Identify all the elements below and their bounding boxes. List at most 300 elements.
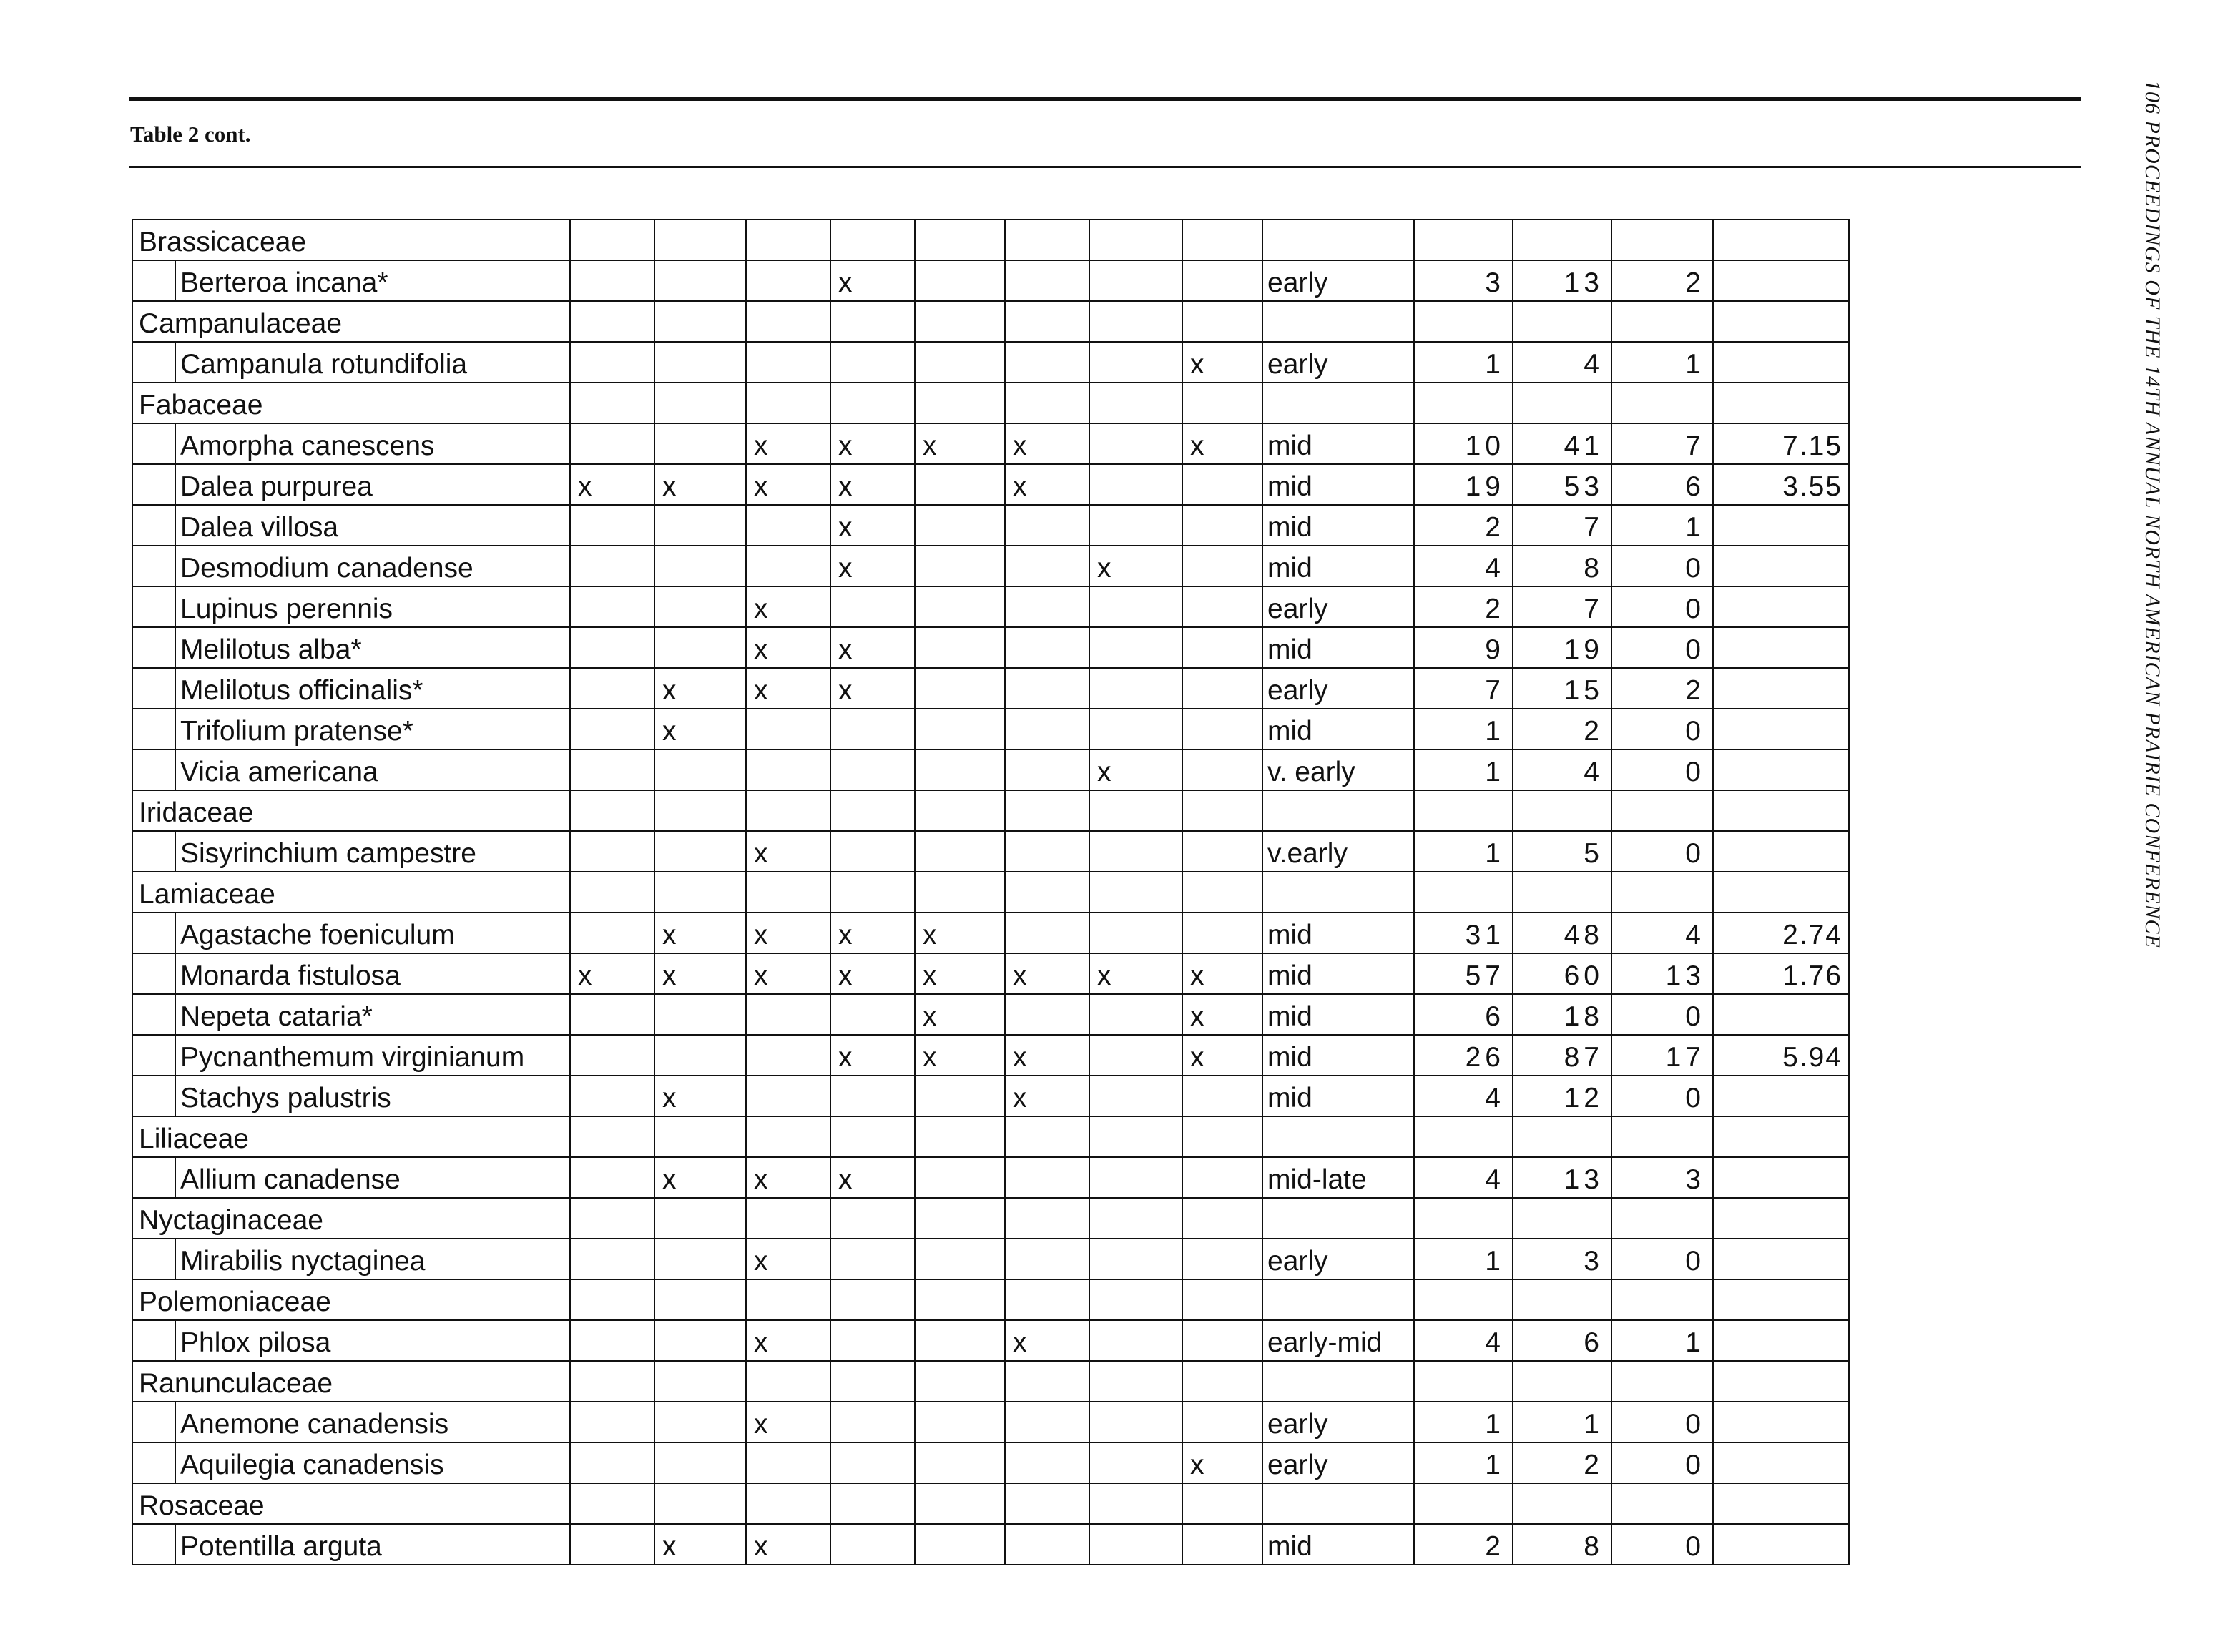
mark-cell — [830, 1483, 915, 1524]
timing-cell: early — [1262, 668, 1414, 709]
count-cell — [1414, 790, 1513, 831]
mark-cell — [1005, 627, 1089, 668]
mark-cell — [570, 1035, 654, 1076]
species-name: Dalea purpurea — [175, 464, 570, 505]
species-row — [132, 505, 1849, 546]
indent-cell — [132, 1076, 175, 1116]
mark-cell: x — [1182, 953, 1262, 994]
count-cell: 9 — [1414, 627, 1513, 668]
mark-cell: x — [746, 1239, 830, 1279]
mark-cell — [915, 1157, 1005, 1198]
indent-cell — [132, 831, 175, 872]
mark-cell — [1005, 1483, 1089, 1524]
mark-cell — [746, 1076, 830, 1116]
ratio-cell — [1713, 301, 1849, 342]
mark-cell — [1182, 1157, 1262, 1198]
mark-cell — [1005, 831, 1089, 872]
timing-cell: early — [1262, 342, 1414, 383]
mark-cell — [915, 872, 1005, 913]
ratio-cell — [1713, 790, 1849, 831]
ratio-cell — [1713, 1524, 1849, 1565]
count-cell — [1611, 383, 1713, 423]
indent-cell — [132, 464, 175, 505]
mark-cell — [915, 505, 1005, 546]
mark-cell — [654, 994, 746, 1035]
mark-cell — [915, 1320, 1005, 1361]
count-cell: 0 — [1611, 709, 1713, 749]
mark-cell — [1005, 1239, 1089, 1279]
timing-cell: early — [1262, 586, 1414, 627]
mark-cell — [1005, 342, 1089, 383]
species-name: Dalea villosa — [175, 505, 570, 546]
family-name: Ranunculaceae — [132, 1361, 570, 1402]
species-name: Sisyrinchium campestre — [175, 831, 570, 872]
mark-cell: x — [1005, 464, 1089, 505]
timing-cell: mid — [1262, 953, 1414, 994]
family-row — [132, 872, 1849, 913]
mark-cell — [830, 1524, 915, 1565]
count-cell: 2 — [1611, 260, 1713, 301]
species-name: Campanula rotundifolia — [175, 342, 570, 383]
mark-cell — [654, 790, 746, 831]
mark-cell — [915, 220, 1005, 260]
mark-cell: x — [1089, 546, 1182, 586]
count-cell: 87 — [1513, 1035, 1611, 1076]
mark-cell: x — [830, 953, 915, 994]
count-cell: 2 — [1414, 1524, 1513, 1565]
family-row — [132, 790, 1849, 831]
count-cell: 10 — [1414, 423, 1513, 464]
indent-cell — [132, 586, 175, 627]
mark-cell: x — [746, 953, 830, 994]
family-name: Liliaceae — [132, 1116, 570, 1157]
mark-cell: x — [915, 1035, 1005, 1076]
mark-cell — [1182, 1361, 1262, 1402]
mark-cell — [654, 749, 746, 790]
mark-cell — [1005, 505, 1089, 546]
mark-cell — [570, 872, 654, 913]
mark-cell — [1089, 423, 1182, 464]
mark-cell — [746, 1035, 830, 1076]
species-name: Anemone canadensis — [175, 1402, 570, 1442]
mark-cell — [1089, 342, 1182, 383]
mark-cell — [1182, 1320, 1262, 1361]
count-cell — [1414, 220, 1513, 260]
mark-cell — [1089, 1116, 1182, 1157]
ratio-cell — [1713, 627, 1849, 668]
mark-cell: x — [1005, 1320, 1089, 1361]
mark-cell: x — [830, 913, 915, 953]
mark-cell: x — [746, 1320, 830, 1361]
species-row — [132, 668, 1849, 709]
ratio-cell — [1713, 994, 1849, 1035]
mark-cell: x — [915, 953, 1005, 994]
mark-cell: x — [654, 1524, 746, 1565]
mark-cell — [1089, 1279, 1182, 1320]
mark-cell — [654, 1035, 746, 1076]
family-name: Brassicaceae — [132, 220, 570, 260]
timing-cell — [1262, 383, 1414, 423]
count-cell: 4 — [1611, 913, 1713, 953]
species-row — [132, 1524, 1849, 1565]
mark-cell — [1089, 1483, 1182, 1524]
mark-cell — [1182, 1076, 1262, 1116]
mark-cell: x — [654, 709, 746, 749]
mark-cell: x — [654, 1076, 746, 1116]
indent-cell — [132, 994, 175, 1035]
species-name: Amorpha canescens — [175, 423, 570, 464]
mark-cell — [654, 831, 746, 872]
mark-cell — [570, 1279, 654, 1320]
ratio-cell — [1713, 1402, 1849, 1442]
indent-cell — [132, 342, 175, 383]
ratio-cell — [1713, 546, 1849, 586]
ratio-cell: 7.15 — [1713, 423, 1849, 464]
ratio-cell — [1713, 1116, 1849, 1157]
ratio-cell — [1713, 1483, 1849, 1524]
mark-cell — [830, 1239, 915, 1279]
mark-cell: x — [1005, 953, 1089, 994]
family-row — [132, 220, 1849, 260]
ratio-cell — [1713, 668, 1849, 709]
count-cell: 26 — [1414, 1035, 1513, 1076]
count-cell: 13 — [1611, 953, 1713, 994]
mark-cell — [654, 505, 746, 546]
count-cell: 1 — [1414, 831, 1513, 872]
mark-cell: x — [830, 546, 915, 586]
species-row — [132, 749, 1849, 790]
mark-cell — [746, 1361, 830, 1402]
count-cell: 2 — [1513, 1442, 1611, 1483]
mark-cell — [1089, 1076, 1182, 1116]
species-name: Desmodium canadense — [175, 546, 570, 586]
mark-cell — [570, 1524, 654, 1565]
count-cell: 8 — [1513, 1524, 1611, 1565]
count-cell — [1513, 383, 1611, 423]
species-row — [132, 546, 1849, 586]
mark-cell — [570, 1361, 654, 1402]
mark-cell — [1089, 1157, 1182, 1198]
mark-cell — [746, 301, 830, 342]
count-cell: 7 — [1513, 586, 1611, 627]
timing-cell — [1262, 301, 1414, 342]
count-cell: 3 — [1513, 1239, 1611, 1279]
mark-cell — [1182, 260, 1262, 301]
mark-cell: x — [654, 913, 746, 953]
timing-cell: mid — [1262, 1524, 1414, 1565]
count-cell — [1414, 1361, 1513, 1402]
count-cell: 1 — [1414, 749, 1513, 790]
mark-cell: x — [915, 913, 1005, 953]
mark-cell — [1182, 627, 1262, 668]
count-cell — [1513, 1198, 1611, 1239]
species-table — [132, 219, 1850, 1565]
mark-cell — [915, 383, 1005, 423]
count-cell: 6 — [1513, 1320, 1611, 1361]
species-row — [132, 953, 1849, 994]
species-name: Vicia americana — [175, 749, 570, 790]
mark-cell — [1182, 1279, 1262, 1320]
mark-cell — [915, 546, 1005, 586]
timing-cell: v.early — [1262, 831, 1414, 872]
ratio-cell: 1.76 — [1713, 953, 1849, 994]
mark-cell — [570, 383, 654, 423]
count-cell: 1 — [1611, 505, 1713, 546]
ratio-cell — [1713, 1279, 1849, 1320]
mark-cell — [746, 1442, 830, 1483]
mark-cell — [915, 1442, 1005, 1483]
count-cell — [1414, 301, 1513, 342]
mark-cell: x — [654, 668, 746, 709]
indent-cell — [132, 709, 175, 749]
indent-cell — [132, 749, 175, 790]
mark-cell: x — [830, 505, 915, 546]
mark-cell — [1182, 586, 1262, 627]
species-name: Mirabilis nyctaginea — [175, 1239, 570, 1279]
mark-cell — [654, 220, 746, 260]
mark-cell — [746, 994, 830, 1035]
mark-cell — [570, 301, 654, 342]
ratio-cell — [1713, 872, 1849, 913]
mark-cell: x — [830, 423, 915, 464]
timing-cell — [1262, 1198, 1414, 1239]
mark-cell — [570, 1320, 654, 1361]
mark-cell — [570, 668, 654, 709]
mark-cell — [1182, 790, 1262, 831]
count-cell: 4 — [1513, 342, 1611, 383]
mark-cell — [1182, 1524, 1262, 1565]
mark-cell — [654, 1198, 746, 1239]
mark-cell — [1182, 1483, 1262, 1524]
mark-cell — [915, 1402, 1005, 1442]
mark-cell: x — [915, 423, 1005, 464]
species-name: Aquilegia canadensis — [175, 1442, 570, 1483]
mark-cell — [1089, 1402, 1182, 1442]
count-cell: 3 — [1414, 260, 1513, 301]
mark-cell — [1089, 627, 1182, 668]
mark-cell — [830, 790, 915, 831]
mark-cell — [1005, 994, 1089, 1035]
ratio-cell — [1713, 1442, 1849, 1483]
count-cell: 0 — [1611, 1402, 1713, 1442]
family-row — [132, 1198, 1849, 1239]
count-cell: 60 — [1513, 953, 1611, 994]
mark-cell — [746, 790, 830, 831]
mark-cell: x — [1005, 1035, 1089, 1076]
mark-cell — [746, 505, 830, 546]
mark-cell — [654, 546, 746, 586]
mark-cell — [1089, 260, 1182, 301]
mark-cell — [1182, 1116, 1262, 1157]
mark-cell — [1089, 872, 1182, 913]
count-cell — [1611, 301, 1713, 342]
mark-cell — [1182, 464, 1262, 505]
species-row — [132, 1239, 1849, 1279]
mark-cell — [915, 1483, 1005, 1524]
count-cell — [1414, 1483, 1513, 1524]
count-cell — [1611, 1361, 1713, 1402]
species-row — [132, 1320, 1849, 1361]
mark-cell — [1182, 872, 1262, 913]
count-cell: 0 — [1611, 1239, 1713, 1279]
mark-cell — [915, 1279, 1005, 1320]
indent-cell — [132, 668, 175, 709]
mark-cell — [654, 383, 746, 423]
mark-cell: x — [1182, 1035, 1262, 1076]
mark-cell — [1005, 1198, 1089, 1239]
mark-cell — [830, 1320, 915, 1361]
mark-cell — [830, 1361, 915, 1402]
species-name: Stachys palustris — [175, 1076, 570, 1116]
mark-cell — [830, 1442, 915, 1483]
mark-cell — [1089, 464, 1182, 505]
mark-cell — [570, 586, 654, 627]
count-cell: 1 — [1611, 342, 1713, 383]
mark-cell: x — [746, 668, 830, 709]
mark-cell — [1182, 709, 1262, 749]
mark-cell — [915, 627, 1005, 668]
mark-cell — [915, 1361, 1005, 1402]
family-name: Lamiaceae — [132, 872, 570, 913]
count-cell — [1513, 872, 1611, 913]
mark-cell — [1089, 668, 1182, 709]
count-cell: 0 — [1611, 1442, 1713, 1483]
species-name: Berteroa incana* — [175, 260, 570, 301]
count-cell: 15 — [1513, 668, 1611, 709]
mark-cell: x — [1005, 1076, 1089, 1116]
indent-cell — [132, 627, 175, 668]
mark-cell: x — [570, 953, 654, 994]
mark-cell — [570, 260, 654, 301]
mark-cell — [1089, 505, 1182, 546]
mark-cell — [654, 1442, 746, 1483]
count-cell — [1414, 872, 1513, 913]
timing-cell — [1262, 1116, 1414, 1157]
mark-cell — [1182, 831, 1262, 872]
count-cell: 13 — [1513, 260, 1611, 301]
mark-cell — [570, 220, 654, 260]
mark-cell: x — [746, 1157, 830, 1198]
mark-cell — [570, 1239, 654, 1279]
mark-cell — [1182, 546, 1262, 586]
indent-cell — [132, 953, 175, 994]
count-cell: 5 — [1513, 831, 1611, 872]
count-cell: 1 — [1414, 342, 1513, 383]
mark-cell — [746, 1279, 830, 1320]
mark-cell — [1089, 831, 1182, 872]
mark-cell: x — [654, 464, 746, 505]
mark-cell — [1005, 913, 1089, 953]
mark-cell — [1005, 709, 1089, 749]
mark-cell — [654, 260, 746, 301]
mark-cell — [654, 872, 746, 913]
mark-cell — [1005, 383, 1089, 423]
mark-cell — [1005, 749, 1089, 790]
timing-cell: v. early — [1262, 749, 1414, 790]
timing-cell: mid — [1262, 423, 1414, 464]
mark-cell — [1182, 505, 1262, 546]
ratio-cell — [1713, 505, 1849, 546]
mark-cell: x — [746, 586, 830, 627]
species-name: Nepeta cataria* — [175, 994, 570, 1035]
mark-cell: x — [746, 423, 830, 464]
mark-cell — [915, 831, 1005, 872]
indent-cell — [132, 546, 175, 586]
count-cell: 4 — [1513, 749, 1611, 790]
mark-cell — [1005, 546, 1089, 586]
mark-cell — [746, 1116, 830, 1157]
count-cell — [1611, 220, 1713, 260]
family-row — [132, 301, 1849, 342]
mark-cell: x — [1182, 342, 1262, 383]
count-cell: 2 — [1611, 668, 1713, 709]
timing-cell: mid — [1262, 546, 1414, 586]
family-name: Nyctaginaceae — [132, 1198, 570, 1239]
count-cell: 7 — [1513, 505, 1611, 546]
timing-cell: early — [1262, 1442, 1414, 1483]
count-cell — [1513, 220, 1611, 260]
ratio-cell — [1713, 749, 1849, 790]
mark-cell — [830, 586, 915, 627]
mark-cell — [915, 1239, 1005, 1279]
mark-cell — [915, 1198, 1005, 1239]
timing-cell: mid — [1262, 464, 1414, 505]
mark-cell — [1182, 749, 1262, 790]
count-cell: 6 — [1414, 994, 1513, 1035]
mark-cell — [1005, 301, 1089, 342]
count-cell — [1414, 383, 1513, 423]
ratio-cell: 3.55 — [1713, 464, 1849, 505]
family-row — [132, 1361, 1849, 1402]
mark-cell — [570, 1442, 654, 1483]
species-row — [132, 1035, 1849, 1076]
count-cell: 1 — [1414, 1442, 1513, 1483]
mark-cell — [830, 709, 915, 749]
species-name: Agastache foeniculum — [175, 913, 570, 953]
count-cell: 0 — [1611, 546, 1713, 586]
species-name: Melilotus officinalis* — [175, 668, 570, 709]
running-head: 106 PROCEEDINGS OF THE 14TH ANNUAL NORTH AMERICAN PRAIRIE CONFERENCE — [2141, 80, 2164, 948]
count-cell — [1414, 1116, 1513, 1157]
count-cell: 2 — [1414, 505, 1513, 546]
mark-cell — [915, 1116, 1005, 1157]
species-row — [132, 709, 1849, 749]
ratio-cell — [1713, 220, 1849, 260]
mark-cell — [654, 1116, 746, 1157]
count-cell: 18 — [1513, 994, 1611, 1035]
timing-cell: mid-late — [1262, 1157, 1414, 1198]
mark-cell — [746, 260, 830, 301]
count-cell: 3 — [1611, 1157, 1713, 1198]
timing-cell: mid — [1262, 709, 1414, 749]
mark-cell — [1005, 1442, 1089, 1483]
count-cell: 4 — [1414, 546, 1513, 586]
table-body — [132, 220, 1849, 1565]
mark-cell — [1089, 994, 1182, 1035]
mark-cell — [1005, 220, 1089, 260]
mark-cell — [570, 423, 654, 464]
count-cell: 48 — [1513, 913, 1611, 953]
species-name: Lupinus perennis — [175, 586, 570, 627]
mark-cell — [1182, 301, 1262, 342]
timing-cell — [1262, 872, 1414, 913]
count-cell: 0 — [1611, 1076, 1713, 1116]
ratio-cell — [1713, 1198, 1849, 1239]
species-name: Trifolium pratense* — [175, 709, 570, 749]
count-cell — [1611, 1279, 1713, 1320]
mark-cell — [1005, 1279, 1089, 1320]
indent-cell — [132, 1524, 175, 1565]
